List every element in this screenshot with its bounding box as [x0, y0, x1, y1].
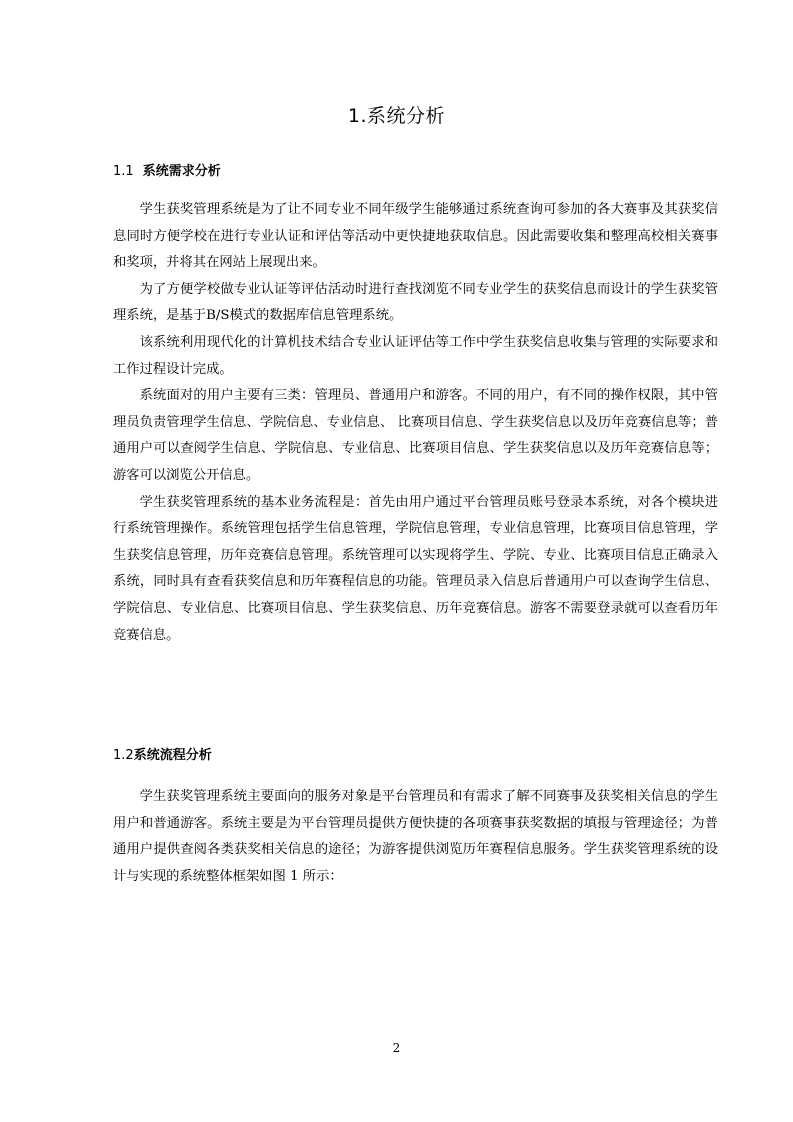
section-heading-text: 系统流程分析	[133, 748, 212, 763]
paragraph: 系统面对的用户主要有三类：管理员、普通用户和游客。不同的用户，有不同的操作权限，其中管理员负责管理学生信息、学院信息、专业信息、 比赛项目信息、学生获奖信息以及历年竞赛信息等；普通用户可以查阅学生信息、学院信息、专业信息、比赛项目信息、学生获奖信息以及历年竞赛信息等；游客可以浏览公开信息。	[113, 388, 718, 483]
section-number: 1.1	[113, 164, 134, 179]
section-1-2-body	[113, 784, 718, 890]
section-heading-text: 系统需求分析	[142, 164, 221, 179]
paragraph: 为了方便学校做专业认证等评估活动时进行查找浏览不同专业学生的获奖信息而设计的学生获奖管理系统，是基于B/S模式的数据库信息管理系统。	[113, 281, 718, 324]
section-heading-1-1	[113, 162, 713, 182]
page-title: 1.系统分析	[347, 105, 446, 127]
paragraph: 该系统利用现代化的计算机技术结合专业认证评估等工作中学生获奖信息收集与管理的实际要求和工作过程设计完成。	[113, 334, 718, 377]
page-number: 2	[392, 1041, 401, 1055]
paragraph: 学生获奖管理系统是为了让不同专业不同年级学生能够通过系统查询可参加的各大赛事及其获奖信息同时方便学校在进行专业认证和评估等活动中更快捷地获取信息。因此需要收集和整理高校相关赛事和奖项，并将其在网站上展现出来。	[113, 202, 718, 271]
section-1-1-body	[113, 197, 718, 649]
section-number: 1.2	[113, 748, 134, 763]
paragraph: 学生获奖管理系统的基本业务流程是：首先由用户通过平台管理员账号登录本系统，对各个模块进行系统管理操作。系统管理包括学生信息管理，学院信息管理，专业信息管理，比赛项目信息管理，学生获奖信息管理，历年竞赛信息管理。系统管理可以实现将学生、学院、专业、比赛项目信息正确录入系统，同时具有查看获奖信息和历年赛程信息的功能。管理员录入信息后普通用户可以查询学生信息、学院信息、专业信息、比赛项目信息、学生获奖信息、历年竞赛信息。游客不需要登录就可以查看历年竞赛信息。	[113, 494, 718, 643]
paragraph: 学生获奖管理系统主要面向的服务对象是平台管理员和有需求了解不同赛事及获奖相关信息的学生用户和普通游客。系统主要是为平台管理员提供方便快捷的各项赛事获奖数据的填报与管理途径；为普通用户提供查阅各类获奖相关信息的途径；为游客提供浏览历年赛程信息服务。学生获奖管理系统的设计与实现的系统整体框架如图 1 所示：	[113, 789, 718, 884]
section-heading-1-2	[113, 746, 713, 766]
